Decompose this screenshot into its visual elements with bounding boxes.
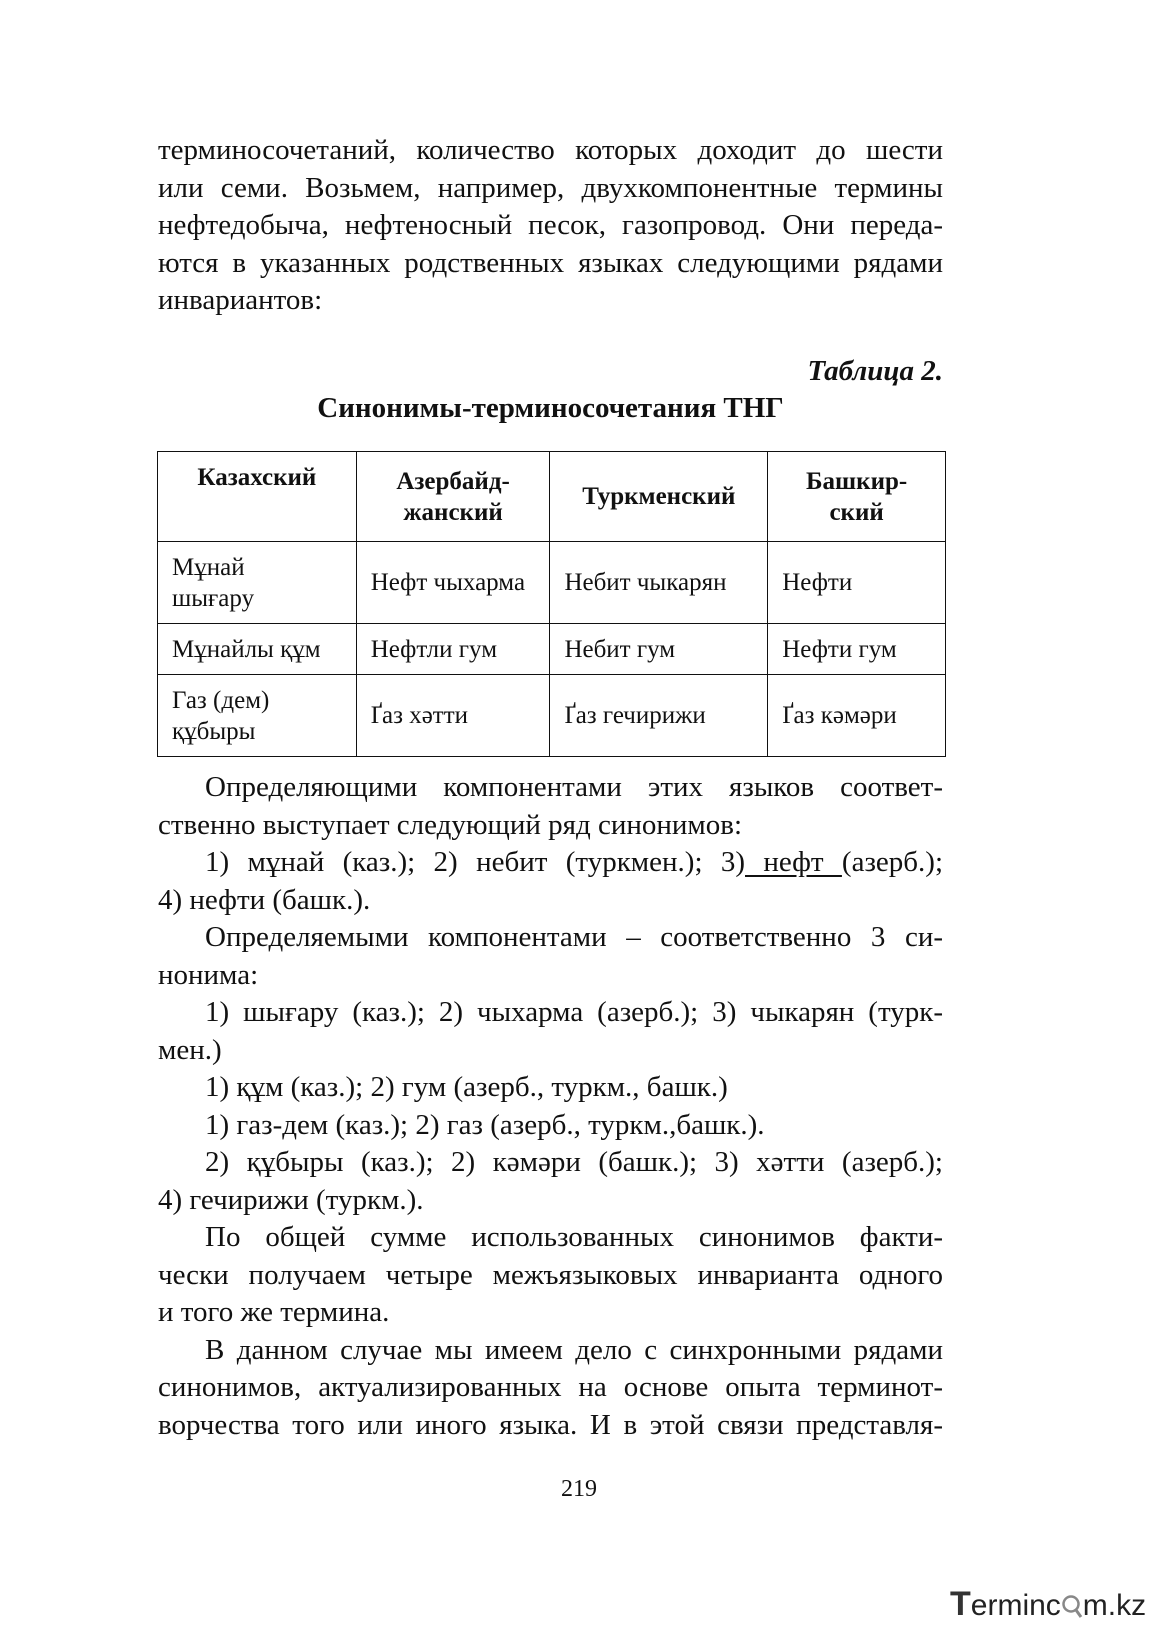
text-line: и того же термина. [158, 1296, 390, 1328]
table-row [158, 542, 946, 624]
text-line: чески получаем четыре межъязыковых инварианта одного [158, 1258, 943, 1291]
table-cell: Ґаз гечирижи [550, 675, 768, 757]
text-line: 1) газ-дем (каз.); 2) газ (азерб., туркм.,башк.). [205, 1108, 765, 1141]
text-line: нефтедобыча, нефтеносный песок, газопровод. Они переда- [158, 209, 943, 241]
watermark-logo: Terminc m.kz [950, 1585, 1147, 1623]
text-line: или семи. Возьмем, например, двухкомпонентные термины [158, 171, 943, 204]
text-line: 1) мұнай (каз.); 2) небит (туркмен.); 3) нефт (азерб.); [205, 846, 943, 878]
text-line: инвариантов: [158, 284, 323, 316]
table-row [158, 675, 946, 757]
table-row [158, 624, 946, 675]
text-line: 1) құм (каз.); 2) гум (азерб., туркм., башк.) [205, 1071, 728, 1103]
table-cell: Нефтли гум [356, 624, 550, 675]
table-cell: Небит чыкарян [550, 542, 768, 624]
page-number: 219 [561, 1476, 597, 1502]
text-line: терминосочетаний, количество которых доходит до шести [158, 134, 943, 166]
header-turkmen: Туркменский [550, 452, 768, 542]
header-bashkir: Башкир- ский [768, 452, 946, 542]
synonyms-table [157, 451, 946, 757]
table-cell: Мұнайлы құм [158, 624, 357, 675]
intro-paragraph [158, 132, 943, 320]
table-caption: Таблица 2. [807, 355, 943, 387]
text-line: Определяемыми компонентами – соответственно 3 си- [205, 921, 943, 953]
text-line: 4) гечирижи (туркм.). [158, 1183, 424, 1216]
table-cell: Ґаз кәмәри [768, 675, 946, 757]
text-line: ются в указанных родственных языках следующими рядами [158, 246, 943, 279]
text-line: 1) шығару (каз.); 2) чыхарма (азерб.); 3) чыкарян (турк- [205, 996, 943, 1028]
table-cell: Нефти [768, 542, 946, 624]
table-cell: Ґаз хәтти [356, 675, 550, 757]
text-line: нонима: [158, 958, 259, 991]
text-line: синонимов, актуализированных на основе опыта терминот- [158, 1371, 943, 1403]
table-header-row [158, 452, 946, 542]
table-cell: Мұнай шығару [158, 542, 357, 624]
header-kazakh: Казахский [158, 452, 357, 542]
table-cell: Нефти гум [768, 624, 946, 675]
table-cell: Небит гум [550, 624, 768, 675]
text-line: ственно выступает следующий ряд синонимов: [158, 808, 743, 841]
table-cell: Нефт чыхарма [356, 542, 550, 624]
magnifier-icon [1061, 1593, 1083, 1619]
text-line: В данном случае мы имеем дело с синхронными рядами [205, 1333, 943, 1366]
text-line: 4) нефти (башк.). [158, 883, 371, 916]
text-line: ворчества того или иного языка. И в этой связи представля- [158, 1408, 943, 1441]
header-azerbaijani: Азербайд- жанский [356, 452, 550, 542]
text-line: 2) құбыры (каз.); 2) кәмәри (башк.); 3) хәтти (азерб.); [205, 1146, 943, 1178]
underlined-term: нефт [745, 846, 842, 878]
text-line: По общей сумме использованных синонимов факти- [205, 1221, 943, 1253]
body-text [158, 769, 943, 1444]
table-title: Синонимы-терминосочетания ТНГ [317, 392, 784, 424]
table-cell: Газ (дем) құбыры [158, 675, 357, 757]
text-line: Определяющими компонентами этих языков соответ- [205, 771, 943, 803]
text-line: мен.) [158, 1033, 222, 1066]
